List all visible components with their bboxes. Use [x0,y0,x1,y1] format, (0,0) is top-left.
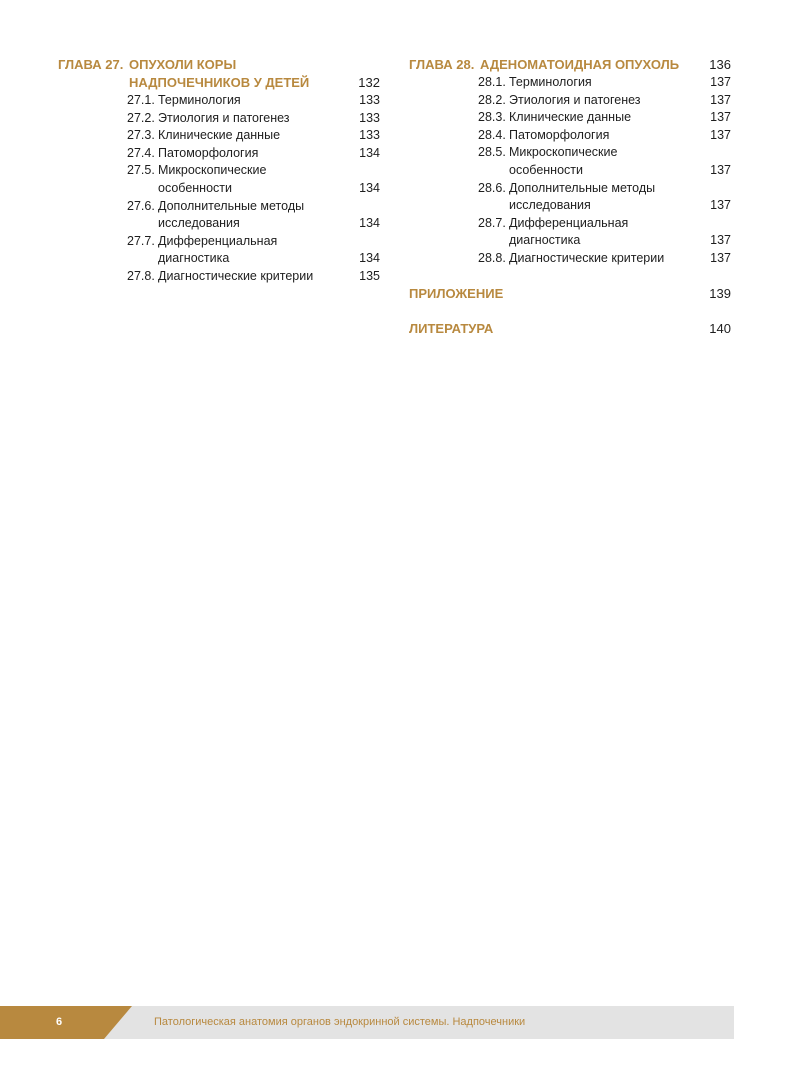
toc-entry-number: 28.4. [478,127,506,142]
toc-entry-number: 27.5. [127,163,155,178]
toc-entry[interactable] [409,74,731,92]
chapter-page: 136 [709,57,731,72]
footer-page-tab [0,1006,132,1039]
toc-entry-page: 134 [359,145,380,160]
toc-entry-page: 134 [359,216,380,231]
footer-book-title: Патологическая анатомия органов эндокринной системы. Надпочечники [154,1016,526,1028]
toc-left-column [58,56,380,286]
toc-entry[interactable] [58,92,380,110]
toc-entry-number: 28.5. [478,145,506,160]
toc-entry[interactable] [58,145,380,163]
chapter-page: 132 [358,75,380,91]
toc-list-27 [58,92,380,286]
toc-entry[interactable] [58,127,380,145]
toc-entry[interactable] [58,110,380,128]
toc-entry-page: 133 [359,110,380,125]
toc-entry-page: 134 [359,251,380,266]
toc-entry-number: 27.1. [127,93,155,107]
toc-list-28 [409,74,731,268]
toc-entry-page: 137 [710,110,731,125]
toc-entry-number: 28.7. [478,215,506,230]
toc-entry-page: 134 [359,180,380,195]
toc-entry[interactable] [409,215,731,250]
toc-entry-title: Этиология и патогенез [509,92,641,107]
toc-entry-page: 137 [710,92,731,107]
toc-entry-title: Патоморфология [509,127,610,142]
toc-entry-number: 28.3. [478,110,506,125]
references-title: ЛИТЕРАТУРА [409,320,494,336]
toc-entry-number: 27.4. [127,145,155,160]
appendix-heading[interactable] [409,285,731,303]
toc-entry[interactable] [409,109,731,127]
chapter-27-heading[interactable] [58,56,380,92]
toc-entry-page: 137 [710,233,731,248]
toc-entry-page: 137 [710,162,731,177]
toc-entry-title: Микроскопические особенности [509,145,618,177]
toc-entry[interactable] [409,144,731,179]
toc-entry[interactable] [58,233,380,268]
toc-entry-title: Микроскопические особенности [158,163,267,195]
toc-entry-title: Клинические данные [158,128,281,143]
toc-entry[interactable] [409,180,731,215]
toc-entry-page: 137 [710,198,731,213]
toc-entry[interactable] [58,162,380,197]
footer-page-number: 6 [56,1016,63,1028]
toc-entry[interactable] [409,250,731,268]
toc-entry-page: 133 [359,93,380,107]
chapter-title: ОПУХОЛИ КОРЫ НАДПОЧЕЧНИКОВ У ДЕТЕЙ [129,57,310,90]
toc-entry-number: 27.6. [127,198,155,213]
references-heading[interactable] [409,320,731,338]
toc-entry-title: Дополнительные методы исследования [158,198,305,231]
toc-entry-number: 28.2. [478,92,506,107]
toc-entry-number: 28.6. [478,180,506,195]
toc-entry-page: 133 [359,128,380,143]
toc-entry-number: 27.2. [127,110,155,125]
toc-entry-title: Клинические данные [509,110,632,125]
toc-entry-page: 137 [710,75,731,89]
toc-entry-title: Дифференциальная диагностика [509,215,629,248]
toc-entry-title: Диагностические критерии [509,250,665,265]
toc-entry-title: Этиология и патогенез [158,110,290,125]
chapter-label: ГЛАВА 27. [58,57,124,72]
toc-entry-number: 28.8. [478,250,506,265]
references-page: 140 [709,320,731,336]
toc-entry-number: 27.3. [127,128,155,143]
toc-entry-title: Терминология [509,75,592,89]
toc-entry-number: 28.1. [478,75,506,89]
appendix-title: ПРИЛОЖЕНИЕ [409,285,504,301]
toc-entry-title: Дополнительные методы исследования [509,180,656,213]
chapter-label: ГЛАВА 28. [409,57,475,72]
toc-entry[interactable] [409,127,731,145]
toc-entry[interactable] [58,198,380,233]
toc-entry-page: 137 [710,250,731,265]
appendix-page: 139 [709,285,731,301]
toc-entry-number: 27.8. [127,268,155,283]
toc-right-column [409,56,731,338]
chapter-28-heading[interactable] [409,56,731,74]
toc-entry-title: Дифференциальная диагностика [158,233,278,266]
toc-entry-page: 135 [359,268,380,283]
toc-entry-title: Диагностические критерии [158,268,314,283]
toc-entry[interactable] [58,268,380,286]
footer-bar [0,1006,734,1039]
toc-entry[interactable] [409,92,731,110]
chapter-title: АДЕНОМАТОИДНАЯ ОПУХОЛЬ [480,57,680,72]
toc-entry-title: Патоморфология [158,145,259,160]
toc-entry-page: 137 [710,127,731,142]
toc-entry-title: Терминология [158,93,241,107]
toc-entry-number: 27.7. [127,233,155,248]
